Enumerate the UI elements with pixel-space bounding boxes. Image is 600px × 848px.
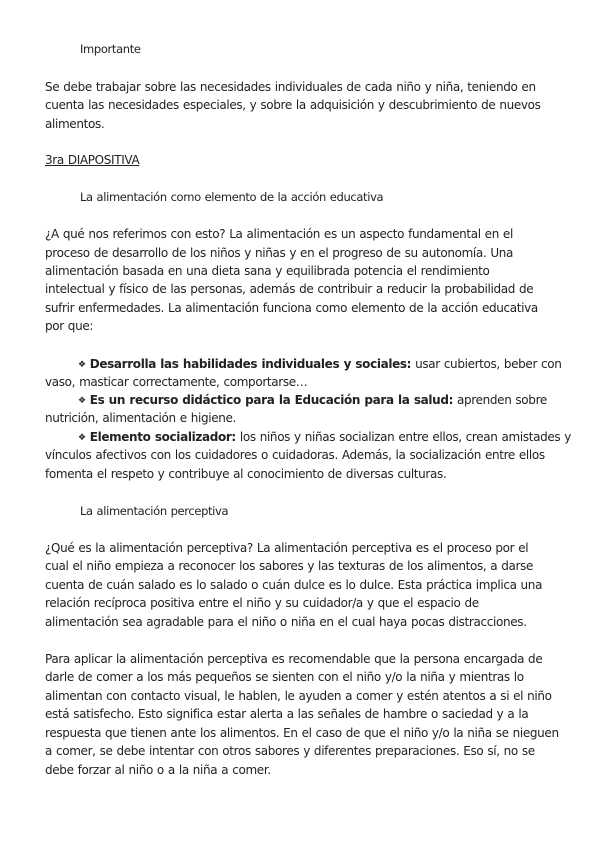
bullet-item (78, 392, 547, 410)
bullet-text: aprenden sobre (453, 393, 547, 407)
bullet-text: los niños y niñas socializan entre ellos, crean amistades y (235, 430, 572, 444)
paragraph-line: sufrir enfermedades. La alimentación funciona como elemento de la acción educativa (45, 301, 538, 315)
bullet-bold-text: Elemento socializador: (89, 430, 236, 444)
paragraph-line: a comer, se debe intentar con otros sabores y diferentes preparaciones. Eso sí, no se (45, 744, 535, 758)
paragraph-line: cual el niño empieza a reconocer los sabores y las texturas de los alimentos, a darse (45, 559, 534, 573)
bullet-continuation: vaso, masticar correctamente, comportarse… (45, 375, 308, 389)
paragraph-line: alimentación sea agradable para el niño o niña en el cual haya pocas distracciones. (45, 615, 527, 629)
paragraph-line: relación recíproca positiva entre el niño y su cuidador/a y que el espacio de (45, 596, 479, 610)
bullet-continuation: nutrición, alimentación e higiene. (45, 411, 237, 425)
paragraph-line: proceso de desarrollo de los niños y niñas y en el progreso de su autonomía. Una (45, 246, 514, 260)
diamond-bullet-icon: ❖ (78, 396, 86, 406)
diamond-bullet-icon: ❖ (78, 360, 86, 370)
paragraph-line: alimentan con contacto visual, le hablen, le ayuden a comer y estén atentos a si el niño (45, 689, 552, 703)
bullet-text: usar cubiertos, beber con (411, 357, 562, 371)
bullet-bold-text: Es un recurso didáctico para la Educación para la salud: (89, 393, 454, 407)
bullet-continuation: vínculos afectivos con los cuidadores o cuidadoras. Además, la socialización entre ellos (45, 448, 545, 462)
paragraph-line: Se debe trabajar sobre las necesidades individuales de cada niño y niña, teniendo en (45, 80, 536, 94)
paragraph-line: ¿Qué es la alimentación perceptiva? La alimentación perceptiva es el proceso por el (45, 541, 529, 555)
bullet-item (78, 429, 571, 447)
paragraph-line: Para aplicar la alimentación perceptiva es recomendable que la persona encargada de (45, 652, 543, 666)
paragraph-line: respuesta que tienen ante los alimentos. En el caso de que el niño y/o la niña se nieguen (45, 726, 559, 740)
heading-importante: Importante (80, 42, 141, 56)
heading-accion-educativa: La alimentación como elemento de la acción educativa (80, 190, 384, 204)
paragraph-line: por que: (45, 319, 94, 333)
paragraph-line: debe forzar al niño o a la niña a comer. (45, 763, 271, 777)
paragraph-line: cuenta de cuán salado es lo salado o cuán dulce es lo dulce. Esta práctica implica una (45, 578, 543, 592)
paragraph-line: alimentos. (45, 117, 105, 131)
paragraph-line: intelectual y físico de las personas, además de contribuir a reducir la probabilidad de (45, 282, 534, 296)
paragraph-line: alimentación basada en una dieta sana y equilibrada potencia el rendimiento (45, 264, 490, 278)
heading-alimentacion-perceptiva: La alimentación perceptiva (80, 504, 229, 518)
paragraph-line: está satisfecho. Esto significa estar alerta a las señales de hambre o saciedad y a la (45, 707, 529, 721)
paragraph-line: darle de comer a los más pequeños se sienten con el niño y/o la niña y mientras lo (45, 670, 524, 684)
slide-label-link[interactable]: 3ra DIAPOSITIVA (45, 153, 140, 167)
bullet-item (78, 356, 562, 374)
paragraph-line: ¿A qué nos referimos con esto? La alimentación es un aspecto fundamental en el (45, 227, 513, 241)
diamond-bullet-icon: ❖ (78, 433, 86, 443)
bullet-bold-text: Desarrolla las habilidades individuales y sociales: (89, 357, 412, 371)
paragraph-line: cuenta las necesidades especiales, y sobre la adquisición y descubrimiento de nuevos (45, 98, 541, 112)
bullet-continuation: fomenta el respeto y contribuye al conocimiento de diversas culturas. (45, 467, 447, 481)
